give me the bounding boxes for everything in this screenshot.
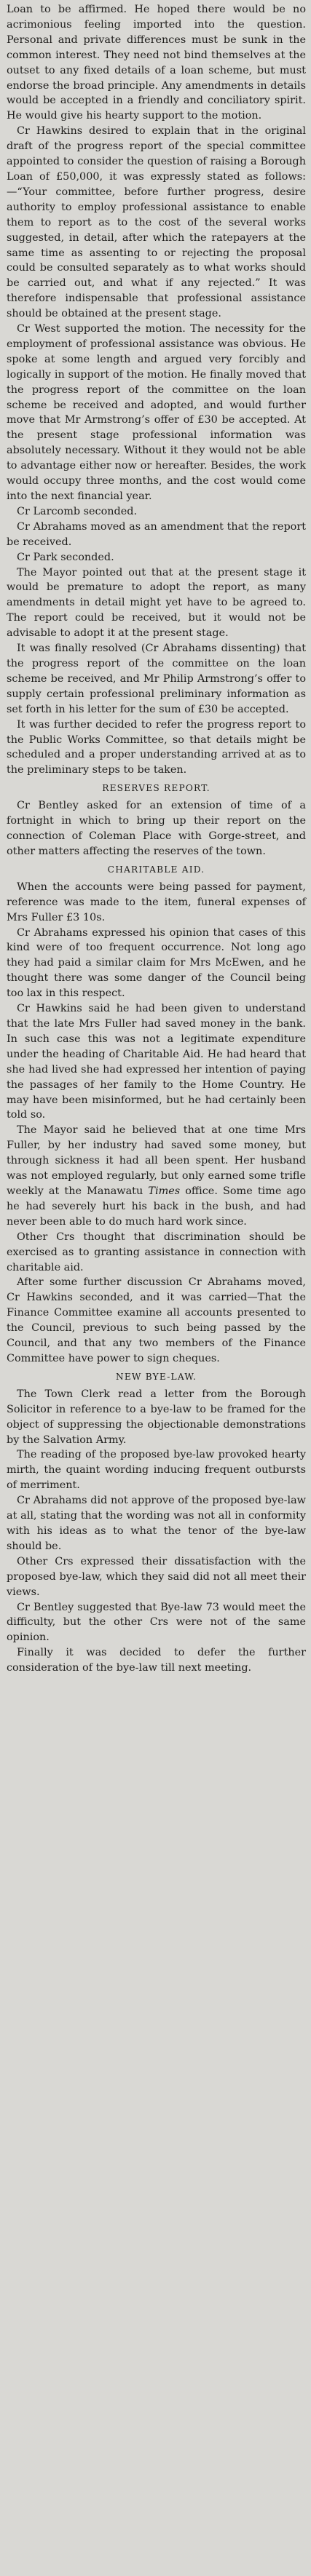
section-heading-charitable-aid: CHARITABLE AID.	[107, 864, 205, 875]
paragraph: Cr Bentley suggested that Bye-law 73 would meet the difficulty, but the other Crs were not of the same opinion.	[7, 1601, 306, 1644]
paragraph: Finally it was decided to defer the further consideration of the bye-law till next meeting.	[7, 1647, 306, 1674]
text-run: office. Some time ago he had severely hurt his back in the bush, and had never been able to do much hard work since.	[7, 1185, 306, 1228]
newspaper-title: Times	[148, 1185, 181, 1197]
paragraph: The Mayor pointed out that at the present stage it would be premature to adopt the report, as many amendments in detail might yet have to be agreed to. The report could be received, but it would not be advisable to adopt it at the present stage.	[7, 566, 306, 640]
paragraph: The Town Clerk read a letter from the Borough Solicitor in reference to a bye-law to be framed for the object of suppressing the objectionable demonstrations by the Salvation Army.	[7, 1388, 306, 1446]
paragraph: Cr Hawkins desired to explain that in the original draft of the progress report of the special committee appointed to consider the question of raising a Borough Loan of £50,000, it was expressly stated as follows:—“Your committee, before further progress, desire authority to employ professional assistance to enable them to report as to the cost of the several works suggested, in detail, after which the ratepayers at the same time as assenting to or rejecting the proposal could be consulted separately as to what works should be carried out, and what if any rejected.” It was therefore indispensable that professional assistance should be obtained at the present stage.	[7, 125, 306, 320]
paragraph: Cr Larcomb seconded.	[17, 505, 138, 517]
paragraph: It was finally resolved (Cr Abrahams dissenting) that the progress report of the committee on the loan scheme be received, and Mr Philip Armstrong’s offer to supply certain professional preliminary information as set forth in his letter for the sum of £30 be accepted.	[7, 643, 306, 715]
paragraph: Other Crs thought that discrimination should be exercised as to granting assistance in connection with charitable aid.	[7, 1231, 306, 1273]
paragraph: When the accounts were being passed for payment, reference was made to the item, funeral expenses of Mrs Fuller £3 10s.	[7, 880, 306, 923]
paragraph: Other Crs expressed their dissatisfaction with the proposed bye-law, which they said did not all meet their views.	[7, 1555, 306, 1598]
paragraph	[7, 1123, 306, 1229]
paragraph: Cr Bentley asked for an extension of time of a fortnight in which to bring up their report on the connection of Coleman Place with Gorge-street, and other matters affecting the reserves of the town.	[7, 800, 306, 857]
paragraph: Cr Park seconded.	[17, 551, 114, 563]
paragraph: After some further discussion Cr Abrahams moved, Cr Hawkins seconded, and it was carried—That the Finance Committee examine all accounts presented to the Council, previous to such being passed by the Council, and that any two members of the Finance Committee have power to sign cheques.	[7, 1276, 306, 1364]
text-run: The Mayor said he believed that at one time Mrs Fuller, by her industry had saved some money, but through sickness it had all been spent. Her husband was not employed regularly, but only earned some trifle weekly at the Manawatu	[7, 1124, 306, 1197]
paragraph: Cr West supported the motion. The necessity for the employment of professional assistance was obvious. He spoke at some length and argued very forcibly and logically in support of the motion. He finally moved that the progress report of the committee on the loan scheme be received and adopted, and would further move that Mr Armstrong’s offer of £30 be accepted. At the present stage professional information was absolutely necessary. Without it they would not be able to advantage either now or hereafter. Besides, the work would occupy three months, and the cost would come into the next financial year.	[7, 323, 306, 502]
paragraph: Loan to be affirmed. He hoped there would be no acrimonious feeling imported into the question. Personal and private differences must be sunk in the common interest. They need not bind themselves at the outset to any fixed details of a loan scheme, but must endorse the broad principle. Any amendments in details would be accepted in a friendly and conciliatory spirit. He would give his hearty support to the motion.	[7, 4, 306, 122]
section-heading-reserves-report: RESERVES REPORT.	[102, 783, 210, 794]
paragraph: Cr Hawkins said he had been given to understand that the late Mrs Fuller had saved money in the bank. In such case this was not a legitimate expenditure under the heading of Charitable Aid. He had heard that she had lived she had expressed her intention of paying the passages of her family to the Home Country. He may have been misinformed, but he had certainly been told so.	[7, 1003, 306, 1121]
paragraph: It was further decided to refer the progress report to the Public Works Committee, so that details might be scheduled and a proper understanding arrived at as to the preliminary steps to be taken.	[7, 718, 306, 776]
paragraph: Cr Abrahams did not approve of the proposed bye-law at all, stating that the wording was not all in conformity with his ideas as to what the tenor of the bye-law should be.	[7, 1495, 306, 1552]
paragraph: Cr Abrahams expressed his opinion that cases of this kind were of too frequent occurrence. Not long ago they had paid a similar claim for Mrs McEwen, and he thought there was some danger of the Council being too lax in this respect.	[7, 926, 306, 1000]
section-heading-new-bye-law: NEW BYE-LAW.	[115, 1371, 197, 1382]
paragraph: Cr Abrahams moved as an amendment that the report be received.	[7, 520, 306, 548]
paragraph: The reading of the proposed bye-law provoked hearty mirth, the quaint wording inducing frequent outbursts of merriment.	[7, 1449, 306, 1492]
